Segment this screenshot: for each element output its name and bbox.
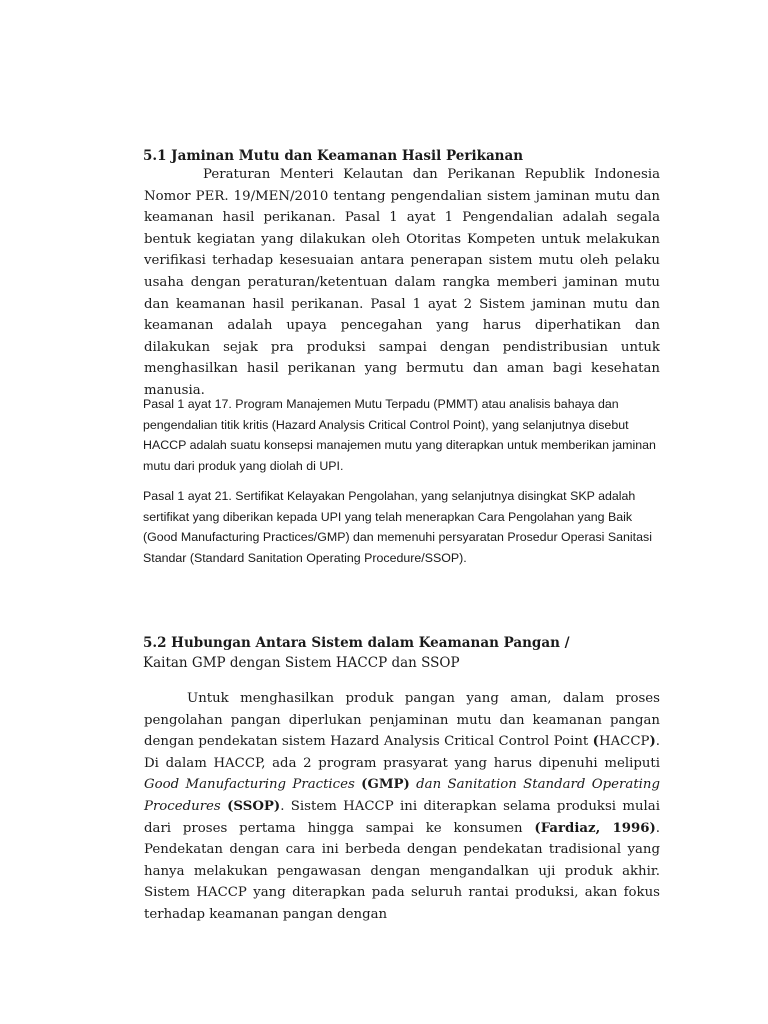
section-5-2-subheading: Kaitan GMP dengan Sistem HACCP dan SSOP — [143, 655, 460, 671]
term-good-manufacturing-practices: Good Manufacturing Practices — [144, 777, 355, 793]
term-sanitation-standard-operating-procedures: dan Sanitation Standard Operating Procedures — [144, 777, 660, 814]
section-5-1-paragraph: Peraturan Menteri Kelautan dan Perikanan Republik Indonesia Nomor PER. 19/MEN/2010 tentang pengendalian sistem jaminan mutu dan keamanan hasil perikanan. Pasal 1 ayat 1 Pengendalian adalah segala bentuk kegiatan yang dilakukan oleh Otoritas Kompeten untuk melakukan verifikasi terhadap kesesuaian antara penerapan sistem mutu oleh pelaku usaha dengan peraturan/ketentuan dalam rangka memberi jaminan mutu dan keamanan hasil perikanan. Pasal 1 ayat 2 Sistem jaminan mutu dan keamanan adalah upaya pencegahan yang harus diperhatikan dan dilakukan sejak pra produksi sampai dengan pendistribusian untuk menghasilkan hasil perikanan yang bermutu dan aman bagi kesehatan manusia. — [144, 167, 660, 398]
regulation-note-pasal-21: Pasal 1 ayat 21. Sertifikat Kelayakan Pengolahan, yang selanjutnya disingkat SKP adalah sertifikat yang diberikan kepada UPI yang telah menerapkan Cara Pengolahan yang Baik (Good Manufacturing Practices/GMP) dan memenuhi persyaratan Prosedur Operasi Sanitasi Standar (Standard Sanitation Operating Procedure/SSOP). — [143, 489, 652, 565]
regulation-note-pasal-17: Pasal 1 ayat 17. Program Manajemen Mutu Terpadu (PMMT) atau analisis bahaya dan pengendalian titik kritis (Hazard Analysis Critical Control Point), yang selanjutnya disebut HACCP adalah suatu konsepsi manajemen mutu yang diterapkan untuk memberikan jaminan mutu dari produk yang diolah di UPI. — [143, 397, 656, 473]
text-run: . Pendekatan dengan cara ini berbeda dengan pendekatan tradisional yang hanya melakukan pengawasan dengan mengandalkan uji produk akhir. Sistem HACCP yang diterapkan pada seluruh rantai produksi, akan fokus terhadap keamanan pangan dengan — [144, 820, 660, 922]
term-ssop: (SSOP) — [227, 798, 281, 814]
text-run: . Sistem HACCP ini diterapkan selama produksi mulai dari proses pertama hingga sampai ke konsumen — [144, 798, 660, 836]
text-run: Untuk menghasilkan produk pangan yang aman, dalam proses pengolahan pangan diperlukan penjaminan mutu dan keamanan pangan dengan pendekatan sistem Hazard Analysis Critical Control Point — [144, 691, 660, 750]
bold-paren: ( — [592, 734, 599, 750]
citation-fardiaz: (Fardiaz, 1996) — [534, 820, 656, 836]
text-run: . Di dalam HACCP, ada 2 program prasyarat yang harus dipenuhi meliputi — [144, 734, 660, 771]
term-gmp: (GMP) — [361, 777, 410, 793]
bold-paren: ) — [649, 734, 656, 750]
section-heading-5-2: 5.2 Hubungan Antara Sistem dalam Keamanan Pangan / — [143, 635, 570, 651]
term-haccp: HACCP — [598, 734, 650, 750]
section-5-2-paragraph — [144, 688, 660, 926]
section-heading-5-1: 5.1 Jaminan Mutu dan Keamanan Hasil Perikanan — [143, 148, 524, 164]
